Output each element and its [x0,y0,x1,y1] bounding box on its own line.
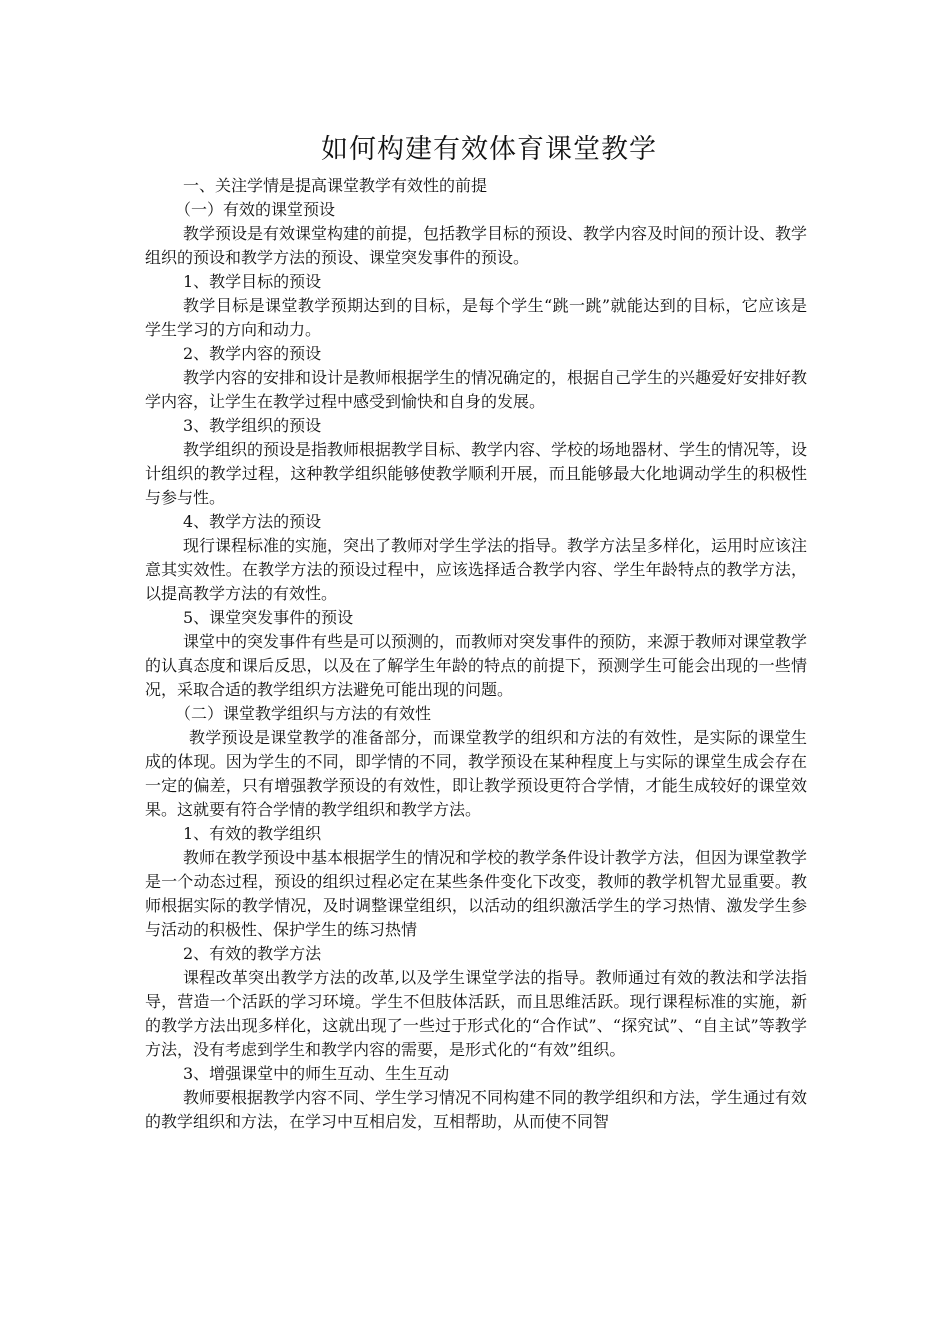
item-heading: 1、教学目标的预设 [183,272,322,291]
paragraph: 教学预设是有效课堂构建的前提，包括教学目标的预设、教学内容及时间的预计设、教学组织的预设和教学方法的预设、课堂突发事件的预设。 [145,224,808,267]
subsection-heading: （一）有效的课堂预设 [175,200,336,219]
subsection-heading: （二）课堂教学组织与方法的有效性 [175,704,432,723]
item-heading: 2、有效的教学方法 [183,944,322,963]
paragraph: 教师要根据教学内容不同、学生学习情况不同构建不同的教学组织和方法，学生通过有效的教学组织和方法，在学习中互相启发，互相帮助，从而使不同智 [145,1088,808,1131]
item-heading: 3、增强课堂中的师生互动、生生互动 [183,1064,450,1083]
item-heading: 1、有效的教学组织 [183,824,322,843]
paragraph: 教学目标是课堂教学预期达到的目标，是每个学生“跳一跳”就能达到的目标，它应该是学生学习的方向和动力。 [145,296,807,339]
document-body [145,174,807,1134]
document-title: 如何构建有效体育课堂教学 [321,134,657,165]
paragraph: 课程改革突出教学方法的改革,以及学生课堂学法的指导。教师通过有效的教法和学法指导，营造一个活跃的学习环境。学生不但肢体活跃，而且思维活跃。现行课程标准的实施，新的教学方法出现多样化，这就出现了一些过于形式化的“合作试”、“探究试”、“自主试”等教学方法，没有考虑到学生和教学内容的需要，是形式化的“有效”组织。 [145,968,807,1059]
paragraph: 教学内容的安排和设计是教师根据学生的情况确定的，根据自己学生的兴趣爱好安排好教学内容，让学生在教学过程中感受到愉快和自身的发展。 [145,368,808,411]
paragraph: 现行课程标准的实施，突出了教师对学生学法的指导。教学方法呈多样化，运用时应该注意其实效性。在教学方法的预设过程中，应该选择适合教学内容、学生年龄特点的教学方法，以提高教学方法的有效性。 [145,536,808,603]
paragraph: 教师在教学预设中基本根据学生的情况和学校的教学条件设计教学方法，但因为课堂教学是一个动态过程，预设的组织过程必定在某些条件变化下改变，教师的教学机智尤显重要。教师根据实际的教学情况，及时调整课堂组织，以活动的组织激活学生的学习热情、激发学生参与活动的积极性、保护学生的练习热情 [145,848,808,939]
item-heading: 2、教学内容的预设 [183,344,322,363]
paragraph: 教学预设是课堂教学的准备部分，而课堂教学的组织和方法的有效性，是实际的课堂生成的体现。因为学生的不同，即学情的不同，教学预设在某种程度上与实际的课堂生成会存在一定的偏差，只有增强教学预设的有效性，即让教学预设更符合学情，才能生成较好的课堂效果。这就要有符合学情的教学组织和教学方法。 [145,728,807,819]
section-heading: 一、关注学情是提高课堂教学有效性的前提 [183,176,488,195]
paragraph: 课堂中的突发事件有些是可以预测的，而教师对突发事件的预防，来源于教师对课堂教学的认真态度和课后反思，以及在了解学生年龄的特点的前提下，预测学生可能会出现的一些情况，采取合适的教学组织方法避免可能出现的问题。 [145,632,808,699]
item-heading: 4、教学方法的预设 [183,512,322,531]
item-heading: 3、教学组织的预设 [183,416,322,435]
document-page [145,130,807,1134]
paragraph: 教学组织的预设是指教师根据教学目标、教学内容、学校的场地器材、学生的情况等，设计组织的教学过程，这种教学组织能够使教学顺利开展，而且能够最大化地调动学生的积极性与参与性。 [145,440,808,507]
item-heading: 5、课堂突发事件的预设 [183,608,354,627]
